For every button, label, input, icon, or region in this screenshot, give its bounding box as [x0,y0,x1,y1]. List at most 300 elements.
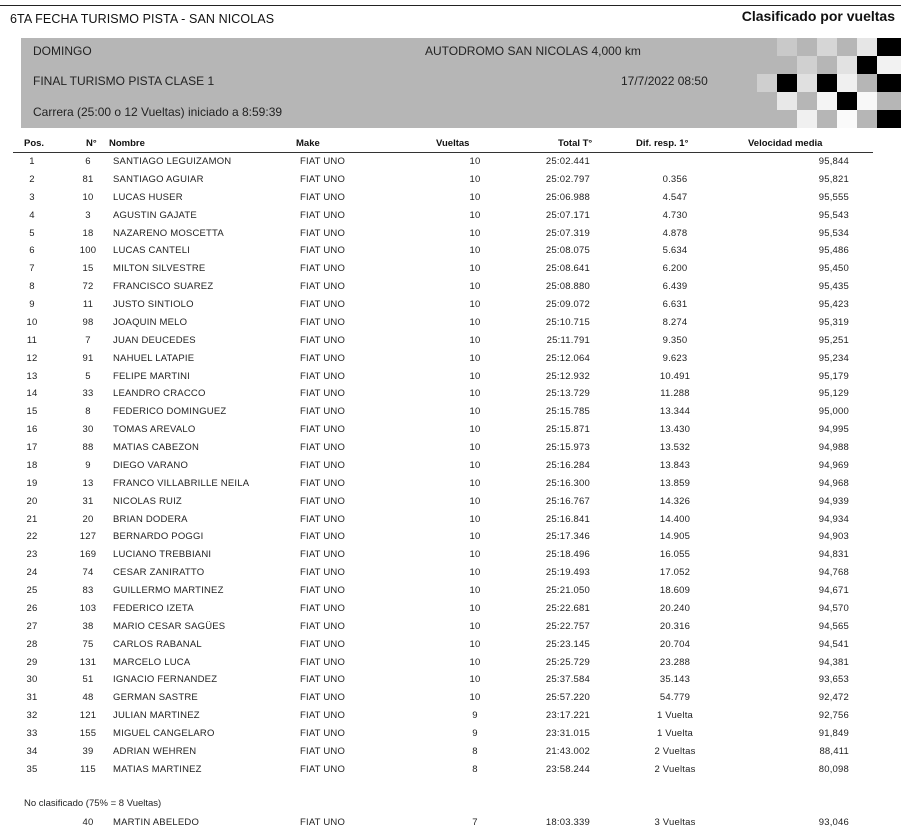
session-datetime: 17/7/2022 08:50 [621,74,708,88]
cell-avg-speed: 94,903 [818,531,849,543]
cell-avg-speed: 95,821 [818,173,849,185]
cell-name: MATIAS MARTINEZ [113,763,202,775]
top-rule [0,5,901,6]
cell-number: 11 [82,299,94,310]
cell-gap: 2 Vueltas [654,745,696,757]
cell-make: FIAT UNO [300,245,346,257]
cell-total-time: 25:25.729 [545,656,590,668]
table-row [0,743,901,761]
cell-name: BERNARDO POGGI [113,531,204,543]
cell-avg-speed: 95,435 [818,281,849,293]
table-row [0,600,901,618]
cell-laps: 10 [469,227,481,239]
cell-avg-speed: 95,234 [818,352,849,364]
cell-pos: 27 [26,620,38,632]
cell-laps: 10 [469,424,481,436]
cell-avg-speed: 94,381 [818,656,849,668]
cell-name: LUCAS HUSER [113,191,183,203]
table-row [0,189,901,207]
cell-pos: 33 [26,728,38,739]
cell-laps: 10 [469,370,481,382]
checkered-flag-icon [737,38,901,128]
cell-gap: 9.623 [662,352,688,364]
cell-avg-speed: 93,653 [818,674,849,686]
cell-avg-speed: 95,319 [818,316,849,328]
cell-laps: 10 [469,263,481,275]
cell-name: GERMAN SASTRE [113,692,198,704]
table-row [0,421,901,439]
cell-pos: 12 [26,352,38,364]
cell-name: LEANDRO CRACCO [113,388,206,400]
table-row [0,564,901,582]
cell-pos: 2 [29,173,35,185]
cell-number: 3 [85,209,91,221]
cell-gap: 4.730 [662,209,688,221]
cell-pos: 6 [29,245,35,257]
cell-name: CESAR ZANIRATTO [113,567,205,579]
cell-name: BRIAN DODERA [113,513,188,525]
classification-title: Clasificado por vueltas [741,8,895,24]
cell-laps: 10 [469,692,481,704]
cell-avg-speed: 94,671 [818,585,849,596]
cell-total-time: 25:08.880 [545,281,590,293]
cell-laps: 10 [469,245,481,257]
table-row [0,296,901,314]
cell-avg-speed: 93,046 [818,817,849,828]
cell-laps: 10 [469,567,481,579]
cell-total-time: 21:43.002 [545,745,590,757]
cell-name: NAZARENO MOSCETTA [113,227,224,239]
cell-number: 30 [82,424,94,436]
cell-pos: 17 [26,442,38,453]
cell-total-time: 25:16.284 [545,459,590,471]
cell-gap: 11.288 [660,388,690,400]
cell-pos: 1 [29,156,35,167]
cell-laps: 10 [469,281,481,293]
cell-pos: 4 [29,209,35,221]
cell-laps: 10 [469,352,481,364]
cell-avg-speed: 95,555 [818,191,849,203]
cell-number: 51 [82,674,94,686]
cell-make: FIAT UNO [300,173,346,185]
cell-pos: 16 [26,424,38,436]
cell-avg-speed: 92,756 [818,710,849,722]
cell-pos: 8 [29,281,35,293]
cell-pos: 13 [26,370,38,382]
table-row [0,814,901,832]
cell-pos: 11 [26,334,38,346]
cell-make: FIAT UNO [300,656,346,668]
table-row [0,671,901,689]
cell-pos: 7 [29,263,35,275]
cell-avg-speed: 95,179 [818,370,849,382]
cell-laps: 10 [469,585,481,596]
cell-laps: 10 [469,299,481,310]
event-title: 6TA FECHA TURISMO PISTA - SAN NICOLAS [10,12,275,26]
cell-name: GUILLERMO MARTINEZ [113,585,224,596]
cell-avg-speed: 95,129 [818,388,849,400]
cell-avg-speed: 95,534 [818,227,849,239]
col-name: Nombre [109,138,145,149]
table-row [0,511,901,529]
cell-pos: 23 [26,549,38,561]
cell-number: 121 [79,710,97,722]
cell-make: FIAT UNO [300,406,346,418]
cell-name: LUCAS CANTELI [113,245,191,257]
table-row [0,493,901,511]
cell-number: 74 [82,567,94,579]
table-row [0,350,901,368]
cell-name: TOMAS AREVALO [113,424,196,436]
cell-make: FIAT UNO [300,263,346,275]
cell-laps: 10 [469,477,481,489]
cell-total-time: 25:12.064 [545,352,590,364]
cell-laps: 10 [469,656,481,668]
cell-avg-speed: 91,849 [818,728,849,739]
cell-total-time: 25:08.075 [545,245,590,257]
cell-gap: 13.859 [659,477,691,489]
cell-make: FIAT UNO [300,227,346,239]
cell-total-time: 25:15.785 [545,406,590,418]
cell-total-time: 25:02.441 [545,156,590,167]
cell-name: FELIPE MARTINI [113,370,191,382]
cell-gap: 13.532 [659,442,691,453]
col-total: Total T° [558,138,593,149]
cell-number: 33 [82,388,94,400]
table-row [0,207,901,225]
cell-total-time: 25:22.681 [545,602,590,614]
table-row [0,707,901,725]
cell-pos: 19 [26,477,38,489]
cell-avg-speed: 95,423 [818,299,849,310]
cell-number: 8 [85,406,91,418]
cell-make: FIAT UNO [300,334,346,346]
cell-make: FIAT UNO [300,191,346,203]
cell-gap: 0.356 [662,173,688,185]
cell-pos: 26 [26,602,38,614]
cell-make: FIAT UNO [300,620,346,632]
cell-total-time: 25:08.641 [545,263,590,275]
cell-make: FIAT UNO [300,442,346,453]
cell-gap: 13.843 [659,459,691,471]
table-row [0,403,901,421]
cell-gap: 20.316 [659,620,691,632]
cell-make: FIAT UNO [300,495,346,507]
cell-number: 39 [82,745,94,757]
table-row [0,332,901,350]
cell-laps: 10 [469,459,481,471]
cell-total-time: 25:18.496 [545,549,590,561]
cell-total-time: 25:21.050 [545,585,590,596]
cell-total-time: 25:02.797 [545,173,590,185]
cell-number: 127 [79,531,97,543]
cell-total-time: 25:57.220 [545,692,590,704]
cell-number: 72 [82,281,94,293]
cell-name: MARTIN ABELEDO [113,817,200,828]
cell-gap: 2 Vueltas [654,763,696,775]
table-row [0,242,901,260]
cell-gap: 8.274 [662,316,688,328]
cell-make: FIAT UNO [300,352,346,364]
cell-name: JULIAN MARTINEZ [113,710,200,722]
table-row [0,528,901,546]
cell-pos: 25 [26,585,38,596]
table-row [0,654,901,672]
cell-pos: 35 [26,763,38,775]
table-row [0,689,901,707]
cell-laps: 10 [469,209,481,221]
cell-name: ADRIAN WEHREN [113,745,197,757]
cell-laps: 10 [469,674,481,686]
cell-number: 83 [82,585,94,596]
col-speed: Velocidad media [748,138,823,149]
cell-laps: 10 [469,334,481,346]
table-row [0,260,901,278]
cell-number: 115 [80,763,96,775]
cell-name: FRANCISCO SUAREZ [113,281,214,293]
cell-avg-speed: 95,450 [818,263,849,275]
cell-avg-speed: 95,251 [818,334,849,346]
cell-number: 6 [85,156,91,167]
cell-number: 31 [82,495,94,507]
cell-total-time: 18:03.339 [545,817,590,828]
table-row [0,368,901,386]
cell-number: 103 [79,602,97,614]
cell-number: 9 [85,459,91,471]
cell-total-time: 25:13.729 [545,388,590,400]
table-row [0,278,901,296]
cell-name: SANTIAGO LEGUIZAMON [113,156,232,167]
cell-avg-speed: 94,831 [818,549,849,561]
col-laps: Vueltas [436,138,470,149]
cell-number: 5 [85,370,91,382]
cell-number: 131 [79,656,97,668]
cell-pos: 3 [29,191,35,203]
cell-name: JUAN DEUCEDES [113,334,196,346]
cell-gap: 54.779 [659,692,691,704]
report-header [0,0,901,30]
cell-laps: 10 [469,156,481,167]
cell-make: FIAT UNO [300,549,346,561]
cell-avg-speed: 94,939 [818,495,849,507]
cell-number: 75 [82,638,94,650]
table-row [0,225,901,243]
not-classified-label: No clasificado (75% = 8 Vueltas) [24,798,162,809]
cell-make: FIAT UNO [300,370,346,382]
cell-laps: 10 [469,388,481,400]
cell-make: FIAT UNO [300,817,346,828]
cell-name: NICOLAS RUIZ [113,495,182,507]
results-table-body [0,153,901,779]
cell-name: FRANCO VILLABRILLE NEILA [113,477,250,489]
cell-make: FIAT UNO [300,388,346,400]
cell-number: 40 [82,817,94,828]
cell-laps: 10 [469,602,481,614]
cell-avg-speed: 94,768 [818,567,849,579]
cell-pos: 30 [26,674,38,686]
table-row [0,171,901,189]
circuit-label: AUTODROMO SAN NICOLAS 4,000 km [425,44,641,58]
cell-make: FIAT UNO [300,281,346,293]
cell-pos: 18 [26,459,38,471]
cell-laps: 10 [469,549,481,561]
cell-gap: 20.704 [659,638,691,650]
cell-avg-speed: 92,472 [818,692,849,704]
cell-gap: 6.439 [662,281,688,293]
cell-pos: 34 [26,745,38,757]
col-pos: Pos. [24,138,45,149]
cell-name: MARCELO LUCA [113,656,191,668]
cell-make: FIAT UNO [300,638,346,650]
cell-laps: 10 [469,316,481,328]
cell-gap: 23.288 [659,656,691,668]
cell-pos: 5 [29,227,35,239]
cell-pos: 24 [26,567,38,579]
cell-number: 18 [82,227,94,239]
cell-avg-speed: 95,844 [818,156,849,167]
cell-total-time: 25:10.715 [545,316,590,328]
cell-gap: 9.350 [662,334,688,346]
cell-avg-speed: 95,543 [818,209,849,221]
cell-gap: 20.240 [659,602,691,614]
cell-number: 13 [82,477,94,489]
cell-total-time: 25:19.493 [545,567,590,579]
table-row [0,618,901,636]
cell-number: 48 [82,692,94,704]
cell-gap: 14.905 [659,531,691,543]
session-label: FINAL TURISMO PISTA CLASE 1 [33,74,215,88]
cell-gap: 3 Vueltas [654,817,696,828]
cell-total-time: 25:37.584 [545,674,590,686]
cell-gap: 1 Vuelta [656,710,694,722]
cell-avg-speed: 94,968 [818,477,849,489]
cell-number: 91 [82,352,94,364]
cell-gap: 4.878 [662,227,688,239]
cell-pos: 28 [26,638,38,650]
cell-laps: 10 [469,406,481,418]
table-row [0,725,901,743]
session-banner [21,38,901,128]
col-make: Make [296,138,320,149]
cell-make: FIAT UNO [300,763,346,775]
cell-total-time: 23:58.244 [545,763,590,775]
cell-make: FIAT UNO [300,567,346,579]
cell-laps: 10 [469,638,481,650]
cell-avg-speed: 95,000 [818,406,849,418]
table-row [0,761,901,779]
cell-name: MILTON SILVESTRE [113,263,206,275]
cell-make: FIAT UNO [300,602,346,614]
cell-number: 88 [82,442,94,453]
cell-gap: 4.547 [662,191,688,203]
table-row [0,582,901,600]
table-row [0,636,901,654]
table-row [0,314,901,332]
cell-total-time: 25:11.791 [546,334,590,346]
cell-pos: 9 [29,299,35,310]
cell-pos: 22 [26,531,38,543]
cell-gap: 16.055 [659,549,691,561]
cell-pos: 31 [26,692,38,704]
cell-laps: 10 [469,173,481,185]
day-label: DOMINGO [33,44,92,58]
cell-name: JOAQUIN MELO [113,316,188,328]
table-row [0,457,901,475]
cell-avg-speed: 94,570 [818,602,849,614]
cell-total-time: 25:23.145 [545,638,590,650]
cell-laps: 7 [472,817,478,828]
cell-gap: 14.326 [659,495,691,507]
not-classified-body [0,814,901,832]
race-info: Carrera (25:00 o 12 Vueltas) iniciado a 8:59:39 [33,105,283,119]
cell-gap: 5.634 [662,245,688,257]
cell-pos: 32 [26,710,38,722]
cell-gap: 13.344 [659,406,691,418]
cell-laps: 10 [469,620,481,632]
cell-make: FIAT UNO [300,710,346,722]
cell-make: FIAT UNO [300,459,346,471]
cell-total-time: 25:06.988 [545,191,590,203]
cell-pos: 14 [26,388,38,400]
cell-name: SANTIAGO AGUIAR [113,173,204,185]
table-row [0,153,901,171]
cell-total-time: 25:16.841 [545,513,590,525]
cell-laps: 10 [469,191,481,203]
cell-gap: 14.400 [659,513,691,525]
cell-avg-speed: 94,988 [818,442,849,453]
cell-avg-speed: 80,098 [818,763,849,775]
table-row [0,546,901,564]
cell-name: FEDERICO DOMINGUEZ [113,406,227,418]
cell-avg-speed: 94,541 [818,638,849,650]
cell-number: 81 [82,173,94,185]
cell-gap: 10.491 [659,370,691,382]
cell-make: FIAT UNO [300,745,346,757]
cell-laps: 10 [469,495,481,507]
cell-total-time: 25:15.871 [545,424,590,436]
cell-gap: 35.143 [659,674,691,686]
cell-gap: 18.609 [659,585,691,596]
col-diff: Dif. resp. 1° [636,138,689,149]
cell-name: FEDERICO IZETA [113,602,194,614]
cell-number: 15 [82,263,94,275]
cell-number: 10 [82,191,94,203]
cell-make: FIAT UNO [300,585,346,596]
cell-laps: 10 [469,531,481,543]
cell-avg-speed: 95,486 [818,245,849,257]
cell-name: MATIAS CABEZON [113,442,200,453]
cell-make: FIAT UNO [300,299,346,310]
cell-make: FIAT UNO [300,477,346,489]
cell-laps: 9 [472,710,478,722]
cell-pos: 20 [26,495,38,507]
cell-make: FIAT UNO [300,728,346,739]
col-num: N° [86,138,97,149]
cell-pos: 29 [26,656,38,668]
cell-make: FIAT UNO [300,513,346,525]
cell-total-time: 25:16.767 [545,495,590,507]
cell-avg-speed: 94,969 [818,459,849,471]
cell-pos: 21 [26,513,38,525]
cell-number: 155 [79,728,97,739]
cell-name: NAHUEL LATAPIE [113,352,195,364]
cell-total-time: 25:07.319 [545,227,590,239]
cell-make: FIAT UNO [300,674,346,686]
cell-total-time: 25:15.973 [545,442,590,453]
table-row [0,385,901,403]
cell-pos: 15 [26,406,38,418]
cell-total-time: 25:09.072 [545,299,590,310]
